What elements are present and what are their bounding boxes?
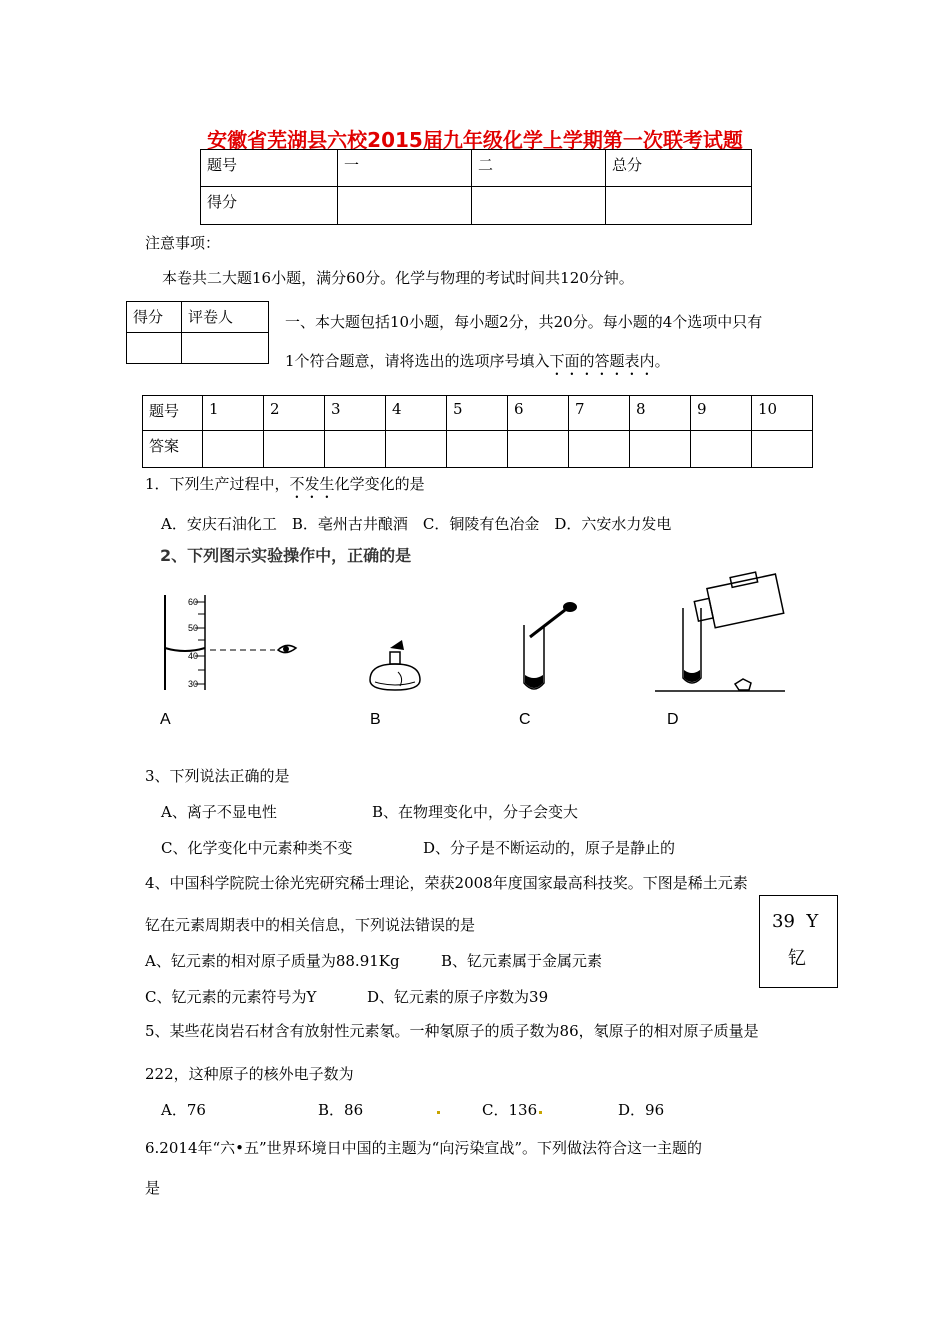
table-cell: 得分 [201, 187, 338, 225]
q5-option-c: C．136 [482, 1101, 538, 1119]
tick-label: 30 [188, 679, 199, 689]
element-number-symbol: 39 Y [772, 911, 819, 932]
table-row [201, 150, 752, 187]
q3-option-c: C、化学变化中元素种类不变 [161, 839, 353, 857]
q4-option-b: B、钇元素属于金属元素 [441, 952, 603, 970]
q5-option-b: B．86 [318, 1101, 364, 1119]
table-cell [264, 431, 325, 468]
table-cell: 4 [386, 396, 447, 431]
table-cell: 一 [338, 150, 472, 187]
figure-label-c: C [519, 711, 531, 728]
notes-heading: 注意事项： [145, 234, 221, 252]
table-cell [752, 431, 813, 468]
element-card-yttrium [759, 895, 838, 988]
q4-option-c: C、钇元素的元素符号为Y [145, 988, 317, 1006]
table-cell [325, 431, 386, 468]
answer-table [142, 395, 813, 468]
table-cell [606, 187, 752, 225]
table-cell: 9 [691, 396, 752, 431]
tick-label: 60 [188, 597, 199, 607]
q3-option-b: B、在物理变化中，分子会变大 [372, 803, 579, 821]
exam-title: 安徽省芜湖县六校2015届九年级化学上学期第一次联考试题 [207, 128, 743, 152]
section1-line2-post: 。 [654, 352, 670, 370]
figure-b-alcohol-lamp [360, 630, 430, 695]
table-row [201, 187, 752, 225]
table-cell [127, 333, 182, 364]
table-cell [630, 431, 691, 468]
table-cell: 总分 [606, 150, 752, 187]
q1-stem-pre: 1．下列生产过程中， [145, 475, 290, 493]
figure-d-pouring [655, 570, 785, 695]
q6-line2: 是 [145, 1179, 161, 1197]
q6-line1: 6.2014年“六•五”世界环境日中国的主题为“向污染宣战”。下列做法符合这一主题的 [145, 1139, 703, 1157]
element-name: 钇 [788, 948, 806, 969]
q5-line1: 5、某些花岗岩石材含有放射性元素氡。一种氡原子的质子数为86，氡原子的相对原子质量是 [145, 1022, 759, 1040]
q2-stem: 2、下列图示实验操作中，正确的是 [160, 546, 412, 565]
table-row [143, 396, 813, 431]
figure-a-cylinder [150, 590, 310, 695]
figure-label-a: A [160, 711, 171, 728]
figure-c-dropper [510, 595, 590, 695]
q1-stem [145, 473, 425, 502]
q1-options: A．安庆石油化工 B．亳州古井酿酒 C．铜陵有色冶金 D．六安水力发电 [161, 515, 672, 533]
table-cell: 二 [472, 150, 606, 187]
table-cell: 题号 [143, 396, 203, 431]
table-cell [472, 187, 606, 225]
table-cell [386, 431, 447, 468]
table-cell: 答案 [143, 431, 203, 468]
table-row [143, 431, 813, 468]
table-cell: 3 [325, 396, 386, 431]
q1-stem-dotted: 不发生 [289, 475, 335, 493]
q3-option-d: D、分子是不断运动的，原子是静止的 [423, 839, 676, 857]
table-cell: 6 [508, 396, 569, 431]
table-cell [447, 431, 508, 468]
table-cell [182, 333, 269, 364]
q4-option-a: A、钇元素的相对原子质量为88.91Kg [145, 952, 400, 970]
section1-line1: 一、本大题包括10小题，每小题2分，共20分。每小题的4个选项中只有 [285, 313, 763, 331]
table-cell: 7 [569, 396, 630, 431]
figure-label-d: D [667, 711, 679, 728]
table-cell [569, 431, 630, 468]
table-cell: 1 [203, 396, 264, 431]
stray-mark [437, 1111, 440, 1114]
notes-text: 本卷共二大题16小题，满分60分。化学与物理的考试时间共120分钟。 [162, 269, 634, 287]
table-cell: 题号 [201, 150, 338, 187]
score-table [200, 149, 752, 225]
table-cell [691, 431, 752, 468]
table-cell: 10 [752, 396, 813, 431]
q4-line1: 4、中国科学院院士徐光宪研究稀士理论，荣获2008年度国家最高科技奖。下图是稀土元素 [145, 874, 748, 892]
q4-line2: 钇在元素周期表中的相关信息，下列说法错误的是 [145, 916, 476, 934]
table-cell [508, 431, 569, 468]
section1-line2 [285, 350, 670, 379]
q4-option-d: D、钇元素的原子序数为39 [367, 988, 549, 1006]
table-cell: 得分 [127, 302, 182, 333]
table-cell: 5 [447, 396, 508, 431]
q1-stem-post: 化学变化的是 [334, 475, 425, 493]
table-cell: 2 [264, 396, 325, 431]
q3-stem: 3、下列说法正确的是 [145, 767, 290, 785]
table-cell: 评卷人 [182, 302, 269, 333]
grader-table [126, 301, 269, 364]
section1-line2-dotted: 下面的答题表内 [549, 352, 655, 370]
figure-label-b: B [370, 711, 381, 728]
table-row [127, 333, 269, 364]
table-cell: 8 [630, 396, 691, 431]
stray-mark [539, 1111, 542, 1114]
section1-line2-pre: 1个符合题意，请将选出的选项序号填入 [285, 352, 550, 370]
q3-option-a: A、离子不显电性 [161, 803, 277, 821]
table-cell [338, 187, 472, 225]
q5-line2: 222，这种原子的核外电子数为 [145, 1065, 354, 1083]
tick-label: 50 [188, 623, 199, 633]
table-row [127, 302, 269, 333]
tick-label: 40 [188, 651, 199, 661]
q5-option-a: A．76 [161, 1101, 206, 1119]
table-cell [203, 431, 264, 468]
q5-option-d: D．96 [618, 1101, 665, 1119]
